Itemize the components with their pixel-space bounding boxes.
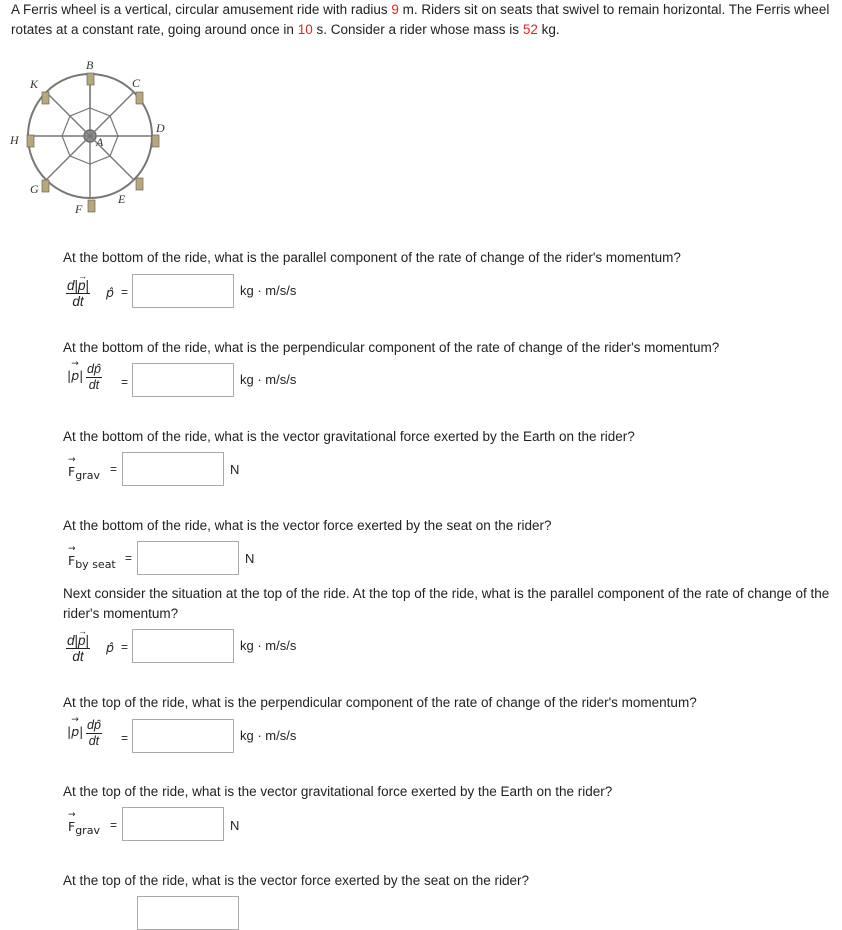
label-b: B: [86, 58, 94, 72]
question-3: At the bottom of the ride, what is the vector gravitational force exerted by the Earth on the rider?: [63, 429, 635, 444]
question-1: At the bottom of the ride, what is the parallel component of the rate of change of the rider's momentum?: [63, 250, 681, 265]
radius-value: 9: [391, 2, 399, 17]
label-h: H: [10, 133, 19, 147]
question-8: At the top of the ride, what is the vector force exerted by the seat on the rider?: [63, 873, 530, 888]
p-magnitude-symbol: |→ p|: [67, 368, 83, 383]
answer-input-3[interactable]: [122, 452, 224, 486]
question-6: At the top of the ride, what is the perpendicular component of the rate of change of the rider's momentum?: [63, 695, 697, 710]
label-g: G: [30, 182, 39, 196]
label-e: E: [118, 192, 126, 206]
equals-sign: =: [121, 375, 129, 389]
f-by-seat-symbol: → Fby seat: [68, 553, 116, 568]
f-grav-symbol: → Fgrav: [68, 464, 100, 479]
label-c: C: [132, 76, 141, 90]
answer-input-2[interactable]: [132, 363, 234, 397]
seat-c: [136, 92, 143, 104]
p-magnitude-symbol: |→ p|: [67, 724, 83, 739]
p-hat-symbol: p̂: [106, 285, 114, 300]
equals-sign: =: [121, 731, 129, 745]
seat-h: [27, 135, 34, 147]
question-2: At the bottom of the ride, what is the perpendicular component of the rate of change of the rider's momentum?: [63, 340, 720, 355]
unit-label-4: N: [245, 551, 255, 566]
unit-label-2: kg · m/s/s: [240, 372, 297, 387]
label-k: K: [30, 77, 39, 91]
label-f: F: [75, 202, 83, 216]
seat-e: [136, 178, 143, 190]
f-grav-symbol: → Fgrav: [68, 819, 100, 834]
unit-label-1: kg · m/s/s: [240, 283, 297, 298]
ferris-wheel-diagram: [8, 56, 178, 226]
answer-input-5[interactable]: [132, 629, 234, 663]
unit-label-3: N: [230, 462, 240, 477]
answer-input-1[interactable]: [132, 274, 234, 308]
answer-input-4[interactable]: [137, 541, 239, 575]
equals-sign: =: [125, 551, 133, 565]
question-4: At the bottom of the ride, what is the vector force exerted by the seat on the rider?: [63, 518, 552, 533]
equals-sign: =: [110, 462, 118, 476]
period-value: 10: [297, 22, 313, 37]
unit-label-6: kg · m/s/s: [240, 728, 297, 743]
equals-sign: =: [121, 640, 129, 654]
mass-value: 52: [522, 22, 538, 37]
dphat-dt-fraction: $\frac{dp̂}{dt}$: [87, 718, 101, 748]
answer-input-7[interactable]: [122, 807, 224, 841]
unit-label-7: N: [230, 818, 240, 833]
answer-input-6[interactable]: [132, 719, 234, 753]
seat-f: [88, 200, 95, 212]
equals-sign: =: [110, 818, 118, 832]
unit-label-5: kg · m/s/s: [240, 638, 297, 653]
answer-input-8[interactable]: [137, 896, 239, 930]
seat-k: [42, 92, 49, 104]
label-d: D: [156, 121, 165, 135]
seat-b: [87, 73, 94, 85]
dp-dt-fraction: $\frac{d|\to p|}{dt}$: [66, 633, 90, 664]
seat-g: [42, 180, 49, 192]
seat-d: [152, 135, 159, 147]
dphat-dt-fraction: $\frac{dp̂}{dt}$: [87, 362, 101, 392]
question-7: At the top of the ride, what is the vector gravitational force exerted by the Earth on the rider?: [63, 784, 613, 799]
equals-sign: =: [121, 285, 129, 299]
question-5: Next consider the situation at the top of the ride. At the top of the ride, what is the parallel component of the rate of change of the rider's momentum?: [63, 586, 830, 621]
p-hat-symbol: p̂: [106, 640, 114, 655]
problem-statement: A Ferris wheel is a vertical, circular amusement ride with radius 9 m. Riders sit on seats that swivel to remain horizontal. The Ferris wheel rotates at a constant rate, going around once in 10 s. Consider a rider whose mass is 52 kg.: [11, 2, 830, 37]
label-a: A: [96, 135, 104, 149]
dp-dt-fraction: $\frac{d|\to p|}{dt}$: [66, 278, 90, 309]
